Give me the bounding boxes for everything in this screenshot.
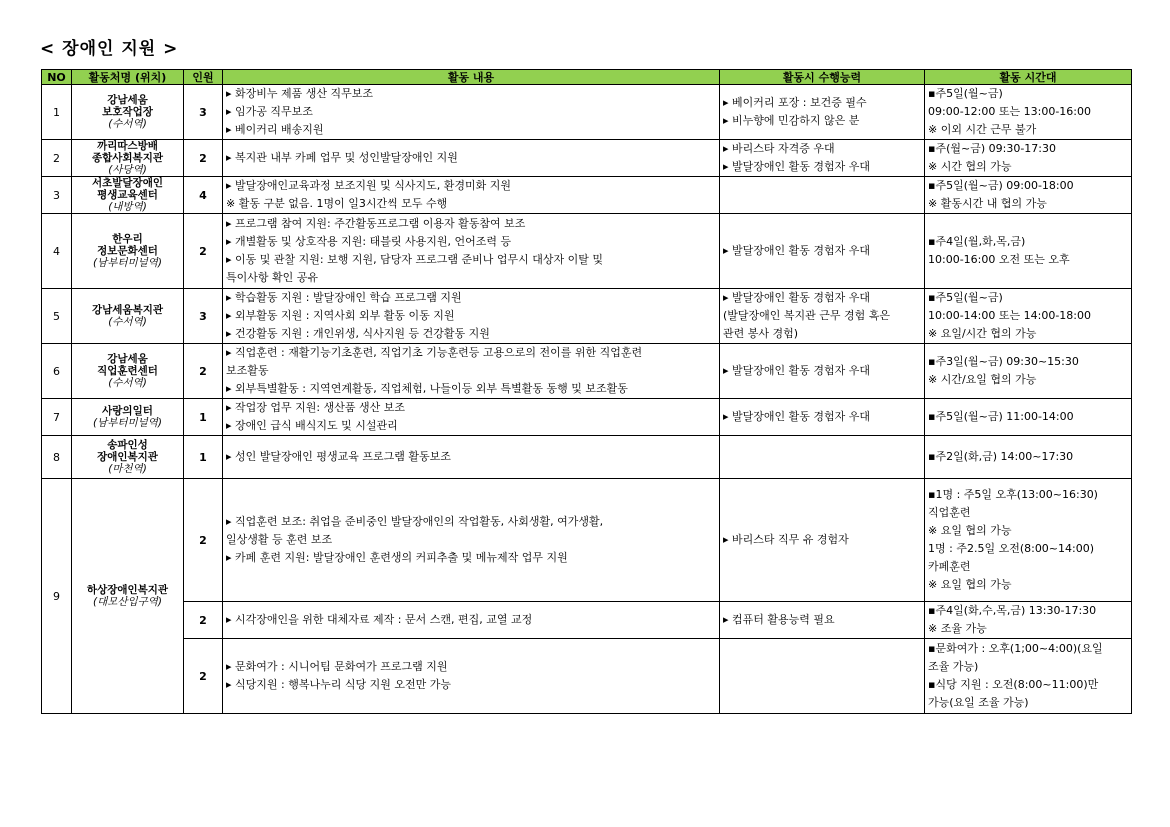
headcount: 2: [184, 344, 223, 399]
time-line: 10:00-16:00 오전 또는 오후: [928, 253, 1070, 266]
table-row: [42, 214, 1132, 289]
activity-line: ▸ 직업훈련 : 재활기능기초훈련, 직업기초 기능훈련등 고용으로의 전이를 위한 직업훈련: [226, 346, 643, 359]
ability-line: ▸ 발달장애인 활동 경험자 우대: [723, 410, 871, 423]
org-name: 하상장애인복지관: [86, 584, 169, 596]
ability-line: ▸ 발달장애인 활동 경험자 우대: [723, 244, 871, 257]
time-cell: [925, 177, 1132, 214]
header-time: 활동 시간대: [925, 70, 1132, 85]
time-line: ※ 요일 협의 가능: [928, 578, 1012, 591]
activity-line: 일상생활 등 훈련 보조: [226, 533, 333, 546]
table-row: [42, 140, 1132, 177]
time-line: ▪식당 지원 : 오전(8:00~11:00)만: [928, 678, 1099, 691]
org-name: 강남세움: [107, 353, 148, 365]
header-no: NO: [42, 70, 72, 85]
org-name: 한우리: [112, 233, 143, 245]
time-line: ▪주5일(월~금): [928, 291, 1003, 304]
time-line: 카페훈련: [928, 560, 971, 573]
ability-line: ▸ 바리스타 직무 유 경험자: [723, 533, 849, 546]
time-cell: [925, 289, 1132, 344]
row-number: 7: [42, 399, 72, 436]
activity-line: ▸ 프로그램 참여 지원: 주간활동프로그램 이용자 활동참여 보조: [226, 217, 526, 230]
activity-line: ▸ 개별활동 및 상호작용 지원: 태블릿 사용지원, 언어조력 등: [226, 235, 512, 248]
activity-line: 특이사항 확인 공유: [226, 271, 319, 284]
headcount: 2: [184, 479, 223, 602]
activity-line: ▸ 성인 발달장애인 평생교육 프로그램 활동보조: [226, 450, 451, 463]
activity-cell: [223, 140, 720, 177]
time-line: ▪주2일(화,금) 14:00~17:30: [928, 450, 1074, 463]
ability-line: ▸ 바리스타 자격증 우대: [723, 142, 835, 155]
org-location: (내방역): [108, 201, 147, 213]
activity-cell: [223, 436, 720, 479]
org-cell: [72, 85, 184, 140]
activity-cell: [223, 639, 720, 714]
ability-cell: [720, 289, 925, 344]
ability-line: ▸ 발달장애인 활동 경험자 우대: [723, 291, 871, 304]
page-title: < 장애인 지원 >: [40, 39, 179, 59]
ability-line: (발달장애인 복지관 근무 경험 혹은: [723, 309, 891, 322]
org-name: 직업훈련센터: [97, 365, 158, 377]
org-cell: [72, 177, 184, 214]
org-cell: [72, 436, 184, 479]
time-cell: [925, 140, 1132, 177]
headcount: 3: [184, 85, 223, 140]
time-line: ※ 조율 가능: [928, 622, 987, 635]
row-number: 6: [42, 344, 72, 399]
activity-line: ※ 활동 구분 없음. 1명이 일3시간씩 모두 수행: [226, 197, 448, 210]
ability-cell: [720, 399, 925, 436]
time-cell: [925, 214, 1132, 289]
activity-line: ▸ 문화여가 : 시니어팀 문화여가 프로그램 지원: [226, 660, 448, 673]
headcount: 2: [184, 602, 223, 639]
org-location: (수서역): [108, 118, 147, 130]
time-line: ※ 활동시간 내 협의 가능: [928, 197, 1047, 210]
org-location: (남부터미널역): [92, 257, 163, 269]
header-count: 인원: [184, 70, 223, 85]
org-cell: [72, 140, 184, 177]
org-name: 평생교육센터: [97, 189, 158, 201]
org-cell: [72, 289, 184, 344]
table-body: [42, 85, 1132, 714]
time-line: ▪주4일(화,수,목,금) 13:30-17:30: [928, 604, 1097, 617]
activity-line: ▸ 장애인 급식 배식지도 및 시설관리: [226, 419, 398, 432]
time-line: ▪1명 : 주5일 오후(13:00~16:30): [928, 488, 1098, 501]
org-cell: [72, 479, 184, 714]
org-name: 강남세움: [107, 94, 148, 106]
row-number: 3: [42, 177, 72, 214]
org-cell: [72, 344, 184, 399]
activity-cell: [223, 602, 720, 639]
activity-line: ▸ 이동 및 관찰 지원: 보행 지원, 담당자 프로그램 준비나 업무시 대상자 이탈 및: [226, 253, 603, 266]
table-row: [42, 436, 1132, 479]
ability-line: ▸ 발달장애인 활동 경험자 우대: [723, 160, 871, 173]
ability-cell: [720, 479, 925, 602]
activity-line: ▸ 복지관 내부 카페 업무 및 성인발달장애인 지원: [226, 151, 458, 164]
org-location: (수서역): [108, 316, 147, 328]
time-line: ※ 시간/요일 협의 가능: [928, 373, 1037, 386]
time-line: 가능(요일 조율 가능): [928, 696, 1029, 709]
time-line: ※ 시간 협의 가능: [928, 160, 1012, 173]
headcount: 2: [184, 639, 223, 714]
ability-cell: [720, 639, 925, 714]
row-number: 2: [42, 140, 72, 177]
headcount: 1: [184, 436, 223, 479]
table-row: [42, 289, 1132, 344]
headcount: 1: [184, 399, 223, 436]
header-row: [42, 70, 1132, 85]
activity-cell: [223, 289, 720, 344]
activity-cell: [223, 214, 720, 289]
org-location: (남부터미널역): [92, 417, 163, 429]
headcount: 2: [184, 140, 223, 177]
time-line: ▪문화여가 : 오후(1;00~4:00)(요일: [928, 642, 1103, 655]
time-cell: [925, 602, 1132, 639]
time-line: ▪주5일(월~금) 09:00-18:00: [928, 179, 1074, 192]
org-name: 서초발달장애인: [91, 177, 163, 189]
activity-line: ▸ 외부활동 지원 : 지역사회 외부 활동 이동 지원: [226, 309, 455, 322]
org-name: 장애인복지관: [97, 451, 158, 463]
ability-line: ▸ 비누향에 민감하지 않은 분: [723, 114, 860, 127]
time-cell: [925, 344, 1132, 399]
org-name: 종합사회복지관: [91, 152, 163, 164]
headcount: 2: [184, 214, 223, 289]
org-name: 강남세움복지관: [91, 304, 163, 316]
ability-cell: [720, 344, 925, 399]
org-name: 보호작업장: [102, 106, 153, 118]
time-line: 1명 : 주2.5일 오전(8:00~14:00): [928, 542, 1095, 555]
activity-line: ▸ 카페 훈련 지원: 발달장애인 훈련생의 커피추출 및 메뉴제작 업무 지원: [226, 551, 568, 564]
ability-cell: [720, 85, 925, 140]
activity-line: ▸ 식당지원 : 행복나누리 식당 지원 오전만 가능: [226, 678, 451, 691]
headcount: 4: [184, 177, 223, 214]
activity-cell: [223, 344, 720, 399]
ability-cell: [720, 140, 925, 177]
activity-cell: [223, 399, 720, 436]
time-line: 10:00-14:00 또는 14:00-18:00: [928, 309, 1091, 322]
org-cell: [72, 214, 184, 289]
activity-cell: [223, 85, 720, 140]
row-number: 1: [42, 85, 72, 140]
time-line: ※ 이외 시간 근무 불가: [928, 123, 1037, 136]
time-line: ▪주5일(월~금) 11:00-14:00: [928, 410, 1074, 423]
time-line: ※ 요일 협의 가능: [928, 524, 1012, 537]
ability-line: ▸ 컴퓨터 활용능력 필요: [723, 613, 835, 626]
table-row: [42, 602, 1132, 639]
ability-cell: [720, 436, 925, 479]
time-line: ▪주3일(월~금) 09:30~15:30: [928, 355, 1079, 368]
org-location: (사당역): [108, 164, 147, 176]
activity-line: ▸ 베이커리 배송지원: [226, 123, 324, 136]
org-location: (수서역): [108, 377, 147, 389]
volunteer-table: [41, 69, 1132, 714]
activity-line: ▸ 학습활동 지원 : 발달장애인 학습 프로그램 지원: [226, 291, 462, 304]
org-cell: [72, 399, 184, 436]
activity-line: ▸ 작업장 업무 지원: 생산품 생산 보조: [226, 401, 405, 414]
activity-line: ▸ 외부특별활동 : 지역연계활동, 직업체험, 나들이등 외부 특별활동 동행 및 보조활동: [226, 382, 628, 395]
table-row: [42, 639, 1132, 714]
time-line: 직업훈련: [928, 506, 971, 519]
table-row: [42, 344, 1132, 399]
ability-cell: [720, 214, 925, 289]
headcount: 3: [184, 289, 223, 344]
time-line: 조율 가능): [928, 660, 979, 673]
activity-line: 보조활동: [226, 364, 269, 377]
table-row: [42, 177, 1132, 214]
org-location: (대모산입구역): [92, 596, 163, 608]
org-name: 사랑의일터: [102, 405, 153, 417]
time-line: ▪주(월~금) 09:30-17:30: [928, 142, 1056, 155]
ability-cell: [720, 602, 925, 639]
org-name: 송파인성: [107, 439, 148, 451]
row-number: 9: [42, 479, 72, 714]
ability-line: 관련 봉사 경험): [723, 327, 799, 340]
header-activity: 활동 내용: [223, 70, 720, 85]
ability-line: ▸ 베이커리 포장 : 보건증 필수: [723, 96, 867, 109]
row-number: 4: [42, 214, 72, 289]
table-row: [42, 399, 1132, 436]
activity-line: ▸ 직업훈련 보조: 취업을 준비중인 발달장애인의 작업활동, 사회생활, 여가생활,: [226, 515, 604, 528]
time-line: 09:00-12:00 또는 13:00-16:00: [928, 105, 1091, 118]
activity-line: ▸ 화장비누 제품 생산 직무보조: [226, 87, 374, 100]
table-row: [42, 85, 1132, 140]
activity-line: ▸ 발달장애인교육과정 보조지원 및 식사지도, 환경미화 지원: [226, 179, 512, 192]
row-number: 8: [42, 436, 72, 479]
header-org: 활동처명 (위치): [72, 70, 184, 85]
time-line: ▪주5일(월~금): [928, 87, 1003, 100]
time-line: ▪주4일(월,화,목,금): [928, 235, 1026, 248]
activity-line: ▸ 임가공 직무보조: [226, 105, 313, 118]
time-cell: [925, 399, 1132, 436]
row-number: 5: [42, 289, 72, 344]
activity-line: ▸ 건강활동 지원 : 개인위생, 식사지원 등 건강활동 지원: [226, 327, 490, 340]
table-row: [42, 479, 1132, 602]
org-location: (마천역): [108, 463, 147, 475]
time-cell: [925, 85, 1132, 140]
ability-line: ▸ 발달장애인 활동 경험자 우대: [723, 364, 871, 377]
activity-cell: [223, 479, 720, 602]
activity-cell: [223, 177, 720, 214]
time-cell: [925, 479, 1132, 602]
header-ability: 활동시 수행능력: [720, 70, 925, 85]
org-name: 까리따스방배: [97, 140, 158, 152]
time-cell: [925, 436, 1132, 479]
time-cell: [925, 639, 1132, 714]
time-line: ※ 요일/시간 협의 가능: [928, 327, 1037, 340]
activity-line: ▸ 시각장애인을 위한 대체자료 제작 : 문서 스캔, 편집, 교열 교정: [226, 613, 533, 626]
ability-cell: [720, 177, 925, 214]
org-name: 정보문화센터: [97, 245, 158, 257]
